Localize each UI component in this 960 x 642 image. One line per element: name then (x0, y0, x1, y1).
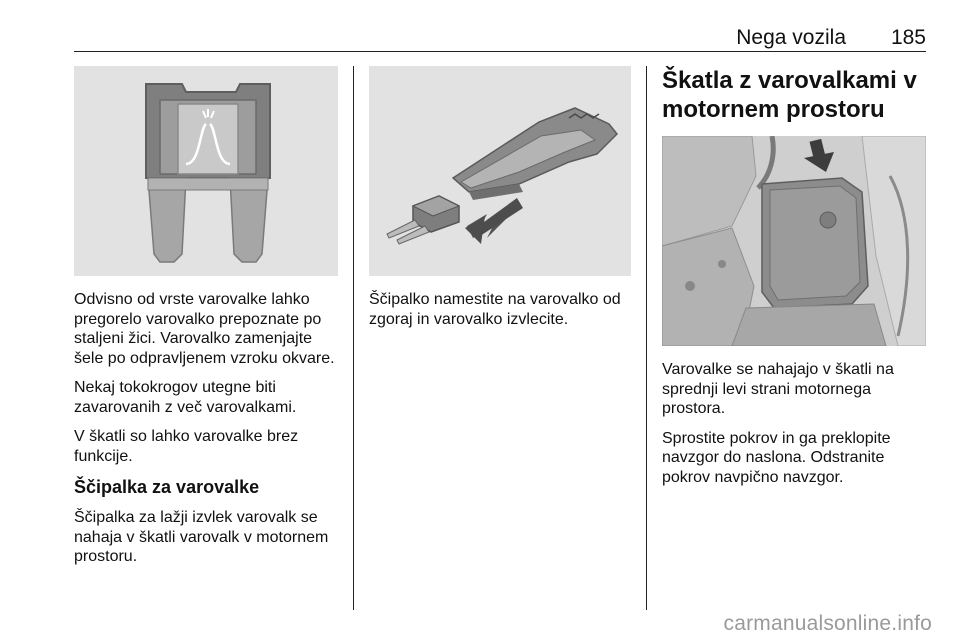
column-divider-left (353, 66, 354, 610)
column-divider-right (646, 66, 647, 610)
header-rule (74, 51, 926, 52)
paragraph-multiple-fuses: Nekaj tokokrogov utegne biti zavarovanih z več varovalkami. (74, 379, 297, 416)
fuse-illustration (74, 66, 338, 276)
watermark: carmanualsonline.info (723, 612, 932, 635)
column-2 (369, 66, 631, 339)
paragraph-fuse-puller: Ščipalko namestite na varovalko od zgoraj in varovalko izvlecite. (369, 291, 621, 328)
column-3 (662, 66, 926, 497)
page-number: 185 (890, 26, 926, 49)
fuse-puller-illustration (369, 66, 631, 276)
engine-fuse-box-photo (662, 136, 926, 346)
paragraph-cover-removal: Sprostite pokrov in ga preklopite navzgor do naslona. Odstranite pokrov navpično navzgor. (662, 429, 891, 486)
paragraph-fuse-box-location: Varovalke se nahajajo v škatli na sprednji levi strani motornega prostora. (662, 361, 894, 417)
page-header (74, 24, 926, 52)
paragraph-unused-fuses: V škatli so lahko varovalke brez funkcije. (74, 428, 299, 465)
paragraph-fuse-identify: Odvisno od vrste varovalke lahko pregorelo varovalko prepoznate po staljeni žici. Varovalko zamenjajte šele po odpravljenem vzroku okvare. (74, 291, 335, 367)
section-title: Nega vozila (736, 26, 846, 49)
subheading-fuse-clip: Ščipalka za varovalke (74, 477, 260, 497)
paragraph-fuse-clip: Ščipalka za lažji izvlek varovalk se nahaja v škatli varovalk v motornem prostoru. (74, 509, 329, 565)
column-1 (74, 66, 338, 577)
heading-engine-fuse-box: Škatla z varovalkami v motornem prostoru (662, 67, 917, 123)
